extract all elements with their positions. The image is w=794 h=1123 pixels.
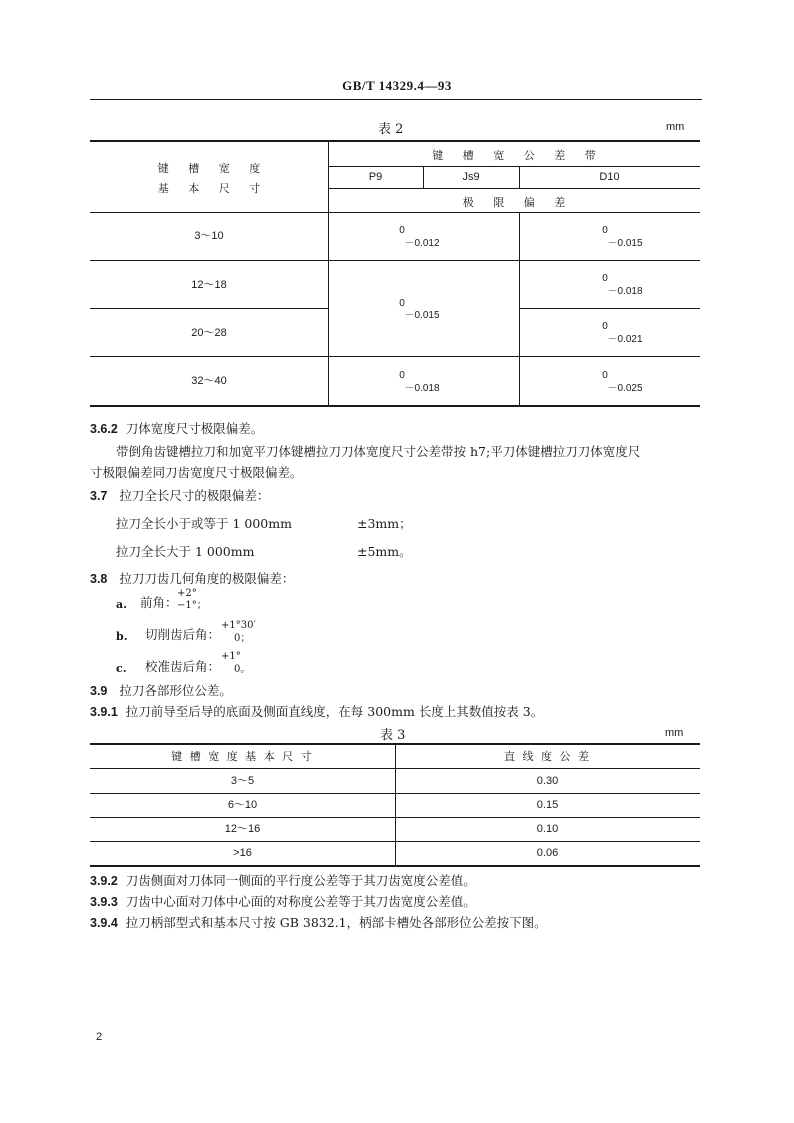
table2-value: －0.012 xyxy=(404,238,440,249)
table2-group-header: 键 槽 宽 公 差 带 xyxy=(432,149,604,162)
table2-value: 0 xyxy=(602,225,608,236)
document-header: GB/T 14329.4—93 xyxy=(342,78,452,93)
section-number: 3.9.4 xyxy=(90,916,118,930)
table2-value: 0 xyxy=(399,370,405,381)
tolerance-lower: 0。 xyxy=(234,664,251,675)
paragraph: 寸极限偏差同刀齿宽度尺寸极限偏差。 xyxy=(90,465,303,480)
table2-top-rule xyxy=(90,140,700,142)
table2-value: －0.021 xyxy=(607,334,643,345)
section-3-6-2 xyxy=(90,420,263,438)
list-item-label: 校准齿后角： xyxy=(145,659,221,674)
table2-unit: mm xyxy=(666,121,685,133)
list-item-value: ±3mm； xyxy=(357,516,412,531)
table3-col-tolerance: 直 线 度 公 差 xyxy=(504,750,591,763)
tolerance-upper: +1° xyxy=(221,651,241,662)
table2-size-cell: 12～18 xyxy=(191,279,227,291)
header-rule xyxy=(90,99,702,100)
table3-size-cell: 12～16 xyxy=(224,823,261,835)
table3-tol-cell: 0.30 xyxy=(536,775,559,787)
table2-rule xyxy=(90,356,700,357)
section-3-7 xyxy=(90,487,269,505)
table2-caption: 表 2 xyxy=(378,122,404,137)
table2-value: －0.015 xyxy=(404,310,440,321)
table3-unit: mm xyxy=(665,727,684,739)
list-item-label: 前角： xyxy=(140,595,178,610)
section-3-9-1 xyxy=(90,703,543,721)
table2-value: 0 xyxy=(602,370,608,381)
table2-bottom-rule xyxy=(90,405,700,407)
section-title: 拉刀刀齿几何角度的极限偏差： xyxy=(119,571,295,586)
list-item-label: 拉刀全长小于或等于 1 000mm xyxy=(116,516,292,531)
table2-value: －0.018 xyxy=(607,286,643,297)
table2-value: 0 xyxy=(602,321,608,332)
table2-rule xyxy=(90,260,700,261)
section-number: 3.9.2 xyxy=(90,874,118,888)
table3-caption: 表 3 xyxy=(380,728,406,743)
page-number: 2 xyxy=(96,1031,103,1043)
table2-size-cell: 32～40 xyxy=(191,375,227,387)
table2-rule xyxy=(519,212,520,406)
table2-rule xyxy=(328,166,700,167)
table3-size-cell: >16 xyxy=(233,847,252,859)
table2-value: －0.025 xyxy=(607,383,643,394)
paragraph: 刀齿中心面对刀体中心面的对称度公差等于其刀齿宽度公差值。 xyxy=(125,894,476,909)
section-3-9-4 xyxy=(90,914,547,932)
table2-row-header-line2: 基 本 尺 寸 xyxy=(157,182,269,195)
list-marker: a. xyxy=(116,598,127,611)
tolerance-upper: +1°30′ xyxy=(221,620,256,631)
table2-rule xyxy=(90,308,328,309)
section-number: 3.9.3 xyxy=(90,895,118,909)
section-title: 拉刀全长尺寸的极限偏差： xyxy=(119,488,270,503)
tolerance-lower: 0； xyxy=(234,633,251,644)
paragraph: 带倒角齿键槽拉刀和加宽平刀体键槽拉刀刀体宽度尺寸公差带按 h7;平刀体键槽拉刀刀体宽度尺 xyxy=(116,444,641,459)
section-number: 3.9 xyxy=(90,684,108,698)
section-number: 3.8 xyxy=(90,572,108,586)
table2-col-js9: Js9 xyxy=(462,171,480,183)
table3-size-cell: 6～10 xyxy=(227,799,258,811)
table2-rule xyxy=(328,188,700,189)
list-item-label: 切削齿后角： xyxy=(145,627,221,642)
paragraph: 拉刀柄部型式和基本尺寸按 GB 3832.1，柄部卡槽处各部形位公差按下图。 xyxy=(125,915,547,930)
table2-size-cell: 3～10 xyxy=(194,230,224,242)
table2-rule xyxy=(519,308,700,309)
table2-row-header-line1: 键 槽 宽 度 xyxy=(157,162,269,175)
section-3-9-3 xyxy=(90,893,476,911)
table3-tol-cell: 0.06 xyxy=(536,847,559,859)
table2-col-p9: P9 xyxy=(368,171,383,183)
section-title: 拉刀各部形位公差。 xyxy=(119,683,232,698)
table2-value: －0.018 xyxy=(404,383,440,394)
paragraph: 拉刀前导至后导的底面及侧面直线度，在每 300mm 长度上其数值按表 3。 xyxy=(125,704,544,719)
table2-value: －0.015 xyxy=(607,238,643,249)
section-number: 3.9.1 xyxy=(90,705,118,719)
table2-sub-header: 极 限 偏 差 xyxy=(462,196,574,209)
table2-rule xyxy=(90,212,700,213)
section-3-9 xyxy=(90,682,232,700)
table2-value: 0 xyxy=(399,298,405,309)
table2-value: 0 xyxy=(602,273,608,284)
section-3-9-2 xyxy=(90,872,476,890)
table2-value: 0 xyxy=(399,225,405,236)
section-number: 3.7 xyxy=(90,489,108,503)
list-marker: c. xyxy=(116,662,127,675)
list-item-label: 拉刀全长大于 1 000mm xyxy=(116,544,255,559)
paragraph: 刀齿侧面对刀体同一侧面的平行度公差等于其刀齿宽度公差值。 xyxy=(125,873,476,888)
table2-col-d10: D10 xyxy=(599,171,620,183)
list-item-value: ±5mm。 xyxy=(357,544,412,559)
section-number: 3.6.2 xyxy=(90,422,118,436)
section-title: 刀体宽度尺寸极限偏差。 xyxy=(125,421,264,436)
table3-tol-cell: 0.10 xyxy=(536,823,559,835)
section-3-8 xyxy=(90,570,294,588)
table3-col-size: 键 槽 宽 度 基 本 尺 寸 xyxy=(171,750,314,763)
table3-size-cell: 3～5 xyxy=(230,775,255,787)
list-marker: b. xyxy=(116,630,128,643)
table3-tol-cell: 0.15 xyxy=(536,799,559,811)
table2-size-cell: 20～28 xyxy=(191,327,227,339)
tolerance-lower: −1°； xyxy=(177,600,207,611)
tolerance-upper: +2° xyxy=(177,588,197,599)
